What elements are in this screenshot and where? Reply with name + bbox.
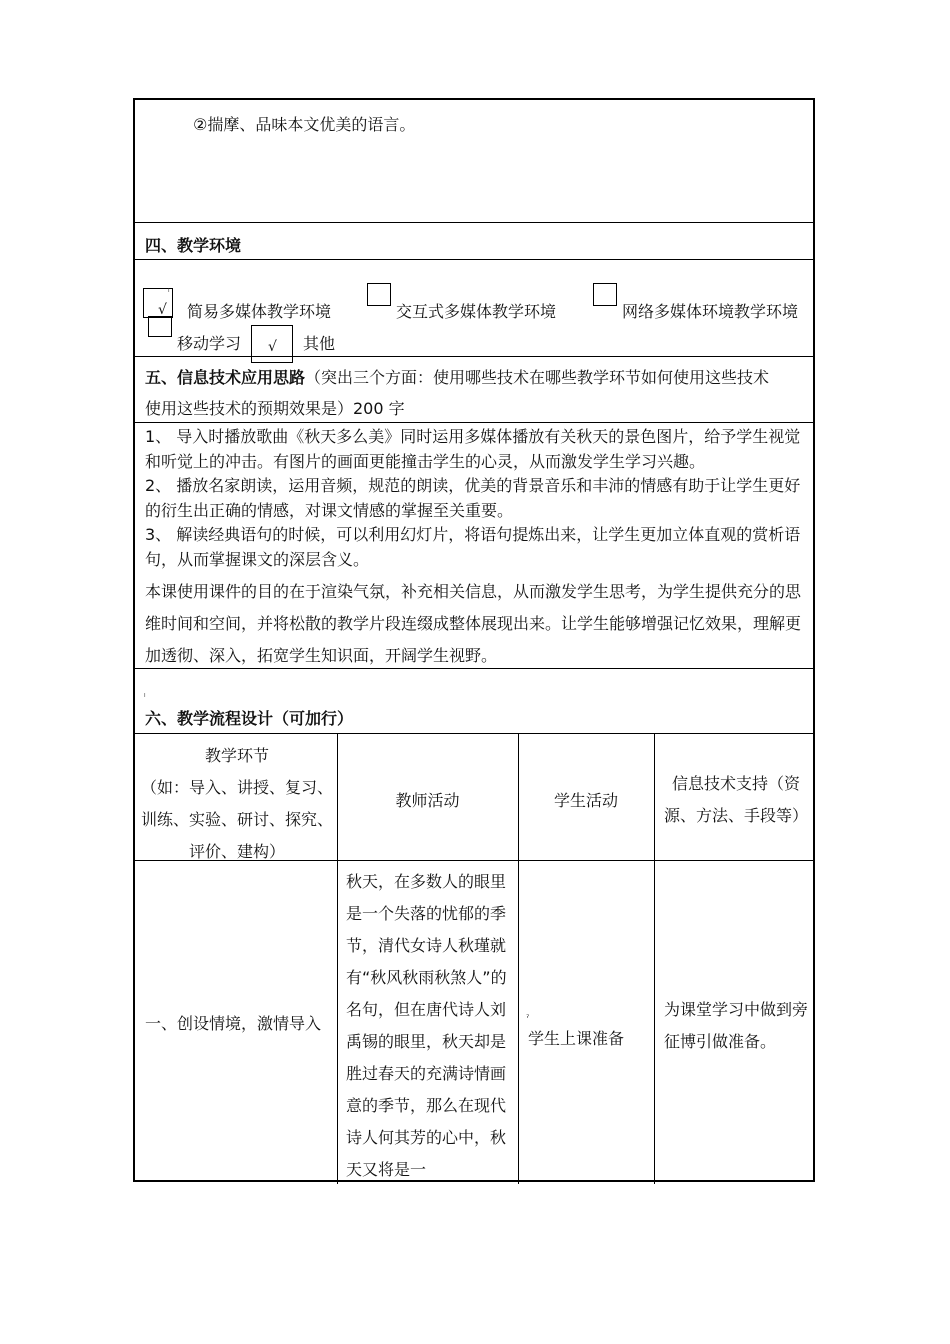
checkbox-other[interactable] bbox=[251, 325, 293, 363]
marker-icon: ˀ bbox=[526, 1014, 530, 1024]
row-1-student: 学生上课准备 bbox=[528, 1029, 625, 1048]
section-5-heading bbox=[145, 366, 769, 390]
checkbox-simple-multimedia[interactable] bbox=[143, 288, 173, 318]
objective-item-2: ②揣摩、品味本文优美的语言。 bbox=[193, 115, 416, 134]
option-other: 其他 bbox=[303, 334, 336, 353]
tech-item-3: 3、 解读经典语句的时候，可以利用幻灯片，将语句提炼出来，让学生更加立体直观的赏析语句，从而掌握课文的深层含义。 bbox=[145, 525, 801, 569]
row-1-tech: 为课堂学习中做到旁征博引做准备。 bbox=[664, 1000, 809, 1051]
divider bbox=[135, 222, 813, 223]
header-stage-examples: （如：导入、讲授、复习、训练、实验、研讨、探究、评价、建构） bbox=[140, 778, 333, 861]
divider bbox=[135, 422, 813, 423]
header-tech: 信息技术支持（资源、方法、手段等） bbox=[663, 774, 808, 825]
header-stage bbox=[139, 740, 335, 868]
row-1-stage: 一、创设情境，激情导入 bbox=[145, 1014, 322, 1033]
section-5-title: 五、信息技术应用思路 bbox=[145, 368, 306, 387]
checkmark-icon: √ bbox=[268, 339, 277, 355]
row-1-teacher: 秋天，在多数人的眼里是一个失落的忧郁的季节，清代女诗人秋瑾就有“秋风秋雨秋煞人”的名句，但在唐代诗人刘禹锡的眼里，秋天却是胜过春天的充满诗情画意的季节，那么在现代诗人何其芳的心中，秋天又将是一 bbox=[346, 872, 507, 1179]
checkbox-mobile-learning[interactable] bbox=[148, 316, 172, 337]
checkmark-icon: √ bbox=[158, 302, 167, 318]
tick-mark-icon: ˡ bbox=[168, 288, 170, 298]
option-mobile-learning: 移动学习 bbox=[177, 334, 242, 353]
header-teacher: 教师活动 bbox=[395, 791, 460, 810]
divider bbox=[135, 259, 813, 260]
option-network-multimedia: 网络多媒体环境教学环境 bbox=[622, 302, 799, 321]
marker-icon: ˡ bbox=[144, 693, 146, 703]
divider bbox=[135, 733, 813, 734]
column-divider bbox=[654, 733, 655, 1184]
tech-summary: 本课使用课件的目的在于渲染气氛，补充相关信息，从而激发学生思考，为学生提供充分的思维时间和空间，并将松散的教学片段连缀成整体展现出来。让学生能够增强记忆效果，理解更加透彻、深入，拓宽学生知识面，开阔学生视野。 bbox=[145, 582, 802, 665]
header-student: 学生活动 bbox=[553, 791, 618, 810]
section-5-note: （突出三个方面：使用哪些技术在哪些教学环节如何使用这些技术 bbox=[305, 368, 770, 387]
header-stage-title: 教学环节 bbox=[204, 746, 269, 765]
section-4-title: 四、教学环境 bbox=[145, 236, 242, 255]
option-interactive-multimedia: 交互式多媒体教学环境 bbox=[396, 302, 557, 321]
section-6-title: 六、教学流程设计（可加行） bbox=[145, 709, 354, 728]
tech-item-2: 2、 播放名家朗读，运用音频，规范的朗读，优美的背景音乐和丰沛的情感有助于让学生更好的衍生出正确的情感，对课文情感的掌握至关重要。 bbox=[145, 476, 801, 520]
checkbox-interactive-multimedia[interactable] bbox=[367, 283, 391, 306]
section-5-note-line-2: 使用这些技术的预期效果是）200 字 bbox=[145, 399, 405, 418]
checkbox-network-multimedia[interactable] bbox=[593, 283, 617, 306]
divider bbox=[135, 356, 813, 357]
tech-item-1: 1、 导入时播放歌曲《秋天多么美》同时运用多媒体播放有关秋天的景色图片，给予学生视觉和听觉上的冲击。有图片的画面更能撞击学生的心灵，从而激发学生学习兴趣。 bbox=[145, 427, 801, 471]
option-simple-multimedia: 简易多媒体教学环境 bbox=[187, 302, 332, 321]
